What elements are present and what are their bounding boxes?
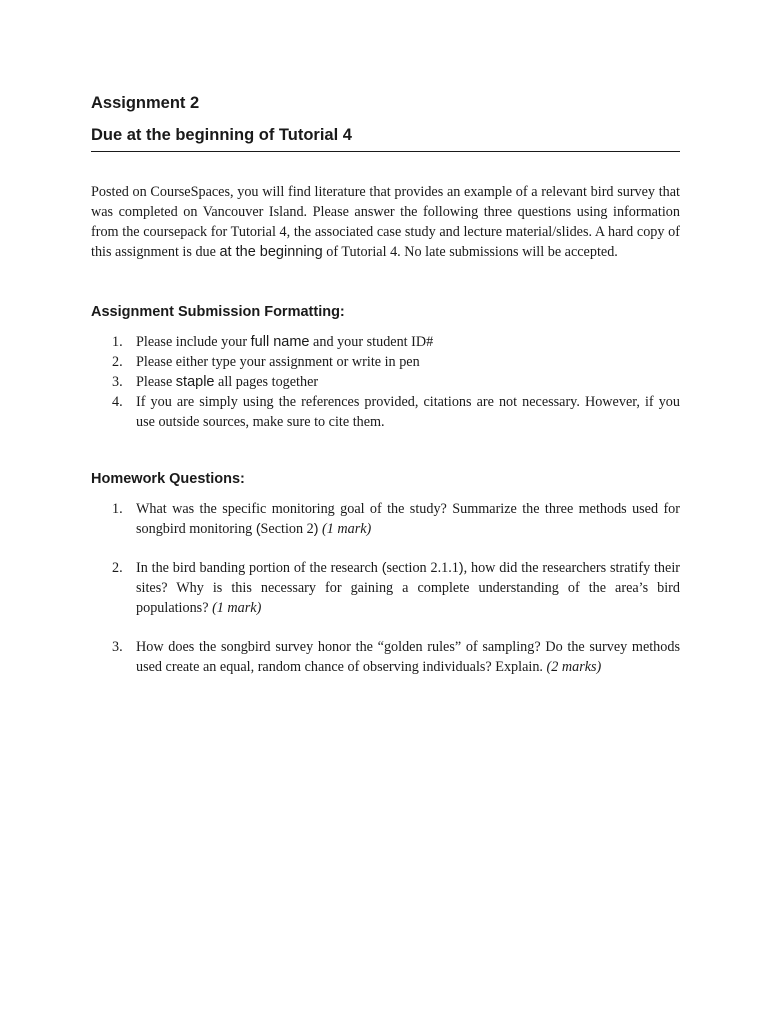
paren-close: ) (313, 521, 319, 537)
formatting-list (91, 332, 680, 432)
intro-text-1: Posted on CourseSpaces, you will find literature that provides an example of a relevant bird survey that was completed on Vancouver Island. Please answer the following three questions using information from the coursepack for Tutorial 4, the associated case study and lecture material/slides. A hard copy of this assignment is due (91, 184, 680, 260)
item-bold: staple (175, 374, 215, 390)
question-marks: (2 marks) (542, 659, 602, 675)
question-marks: (1 mark) (318, 521, 372, 537)
formatting-heading: Assignment Submission Formatting: (91, 304, 345, 320)
section-ref: Section 2 (260, 521, 314, 537)
question-item (91, 558, 680, 618)
item-text: Please (136, 374, 176, 390)
question-number: 1. (112, 501, 123, 517)
item-text: Please either type your assignment or write in pen (136, 354, 420, 370)
item-text: and your student ID# (309, 334, 434, 350)
homework-question-list (91, 499, 680, 677)
paren-open: ( (381, 560, 387, 576)
question-text: , how did the researchers stratify their sites? Why is this necessary for gaining a complete understanding of the area’s bird populations? (136, 560, 680, 616)
due-line: Due at the beginning of Tutorial 4 (91, 126, 352, 144)
list-item (91, 372, 680, 392)
list-number: 4. (112, 394, 123, 410)
homework-heading: Homework Questions: (91, 471, 245, 487)
question-text: What was the specific monitoring goal of the study? Summarize the three methods used for songbird monitoring (136, 501, 680, 537)
question-marks: (1 mark) (208, 600, 262, 616)
paren-close: ) (458, 560, 464, 576)
paren-open: ( (255, 521, 261, 537)
intro-paragraph (91, 182, 680, 262)
item-text: Please include your (136, 334, 251, 350)
item-bold: full name (250, 334, 310, 350)
question-text: How does the songbird survey honor the “golden rules” of sampling? Do the survey methods used create an equal, random chance of observing individuals? Explain. (136, 639, 680, 675)
question-number: 2. (112, 560, 123, 576)
question-number: 3. (112, 639, 123, 655)
assignment-title: Assignment 2 (91, 94, 200, 112)
intro-emphasis: at the beginning (219, 244, 323, 260)
header-divider (91, 151, 680, 152)
question-item (91, 637, 680, 677)
question-text: In the bird banding portion of the research (136, 560, 382, 576)
list-number: 3. (112, 374, 123, 390)
item-text: If you are simply using the references provided, citations are not necessary. However, if you use outside sources, make sure to cite them. (136, 394, 680, 430)
list-number: 2. (112, 354, 123, 370)
list-item (91, 392, 680, 432)
list-item (91, 332, 680, 352)
list-item (91, 352, 680, 372)
item-text: all pages together (214, 374, 319, 390)
document-page (91, 93, 680, 696)
section-ref: section 2.1.1 (386, 560, 459, 576)
question-item (91, 499, 680, 539)
intro-text-2: of Tutorial 4. No late submissions will be accepted. (322, 244, 618, 260)
list-number: 1. (112, 334, 123, 350)
